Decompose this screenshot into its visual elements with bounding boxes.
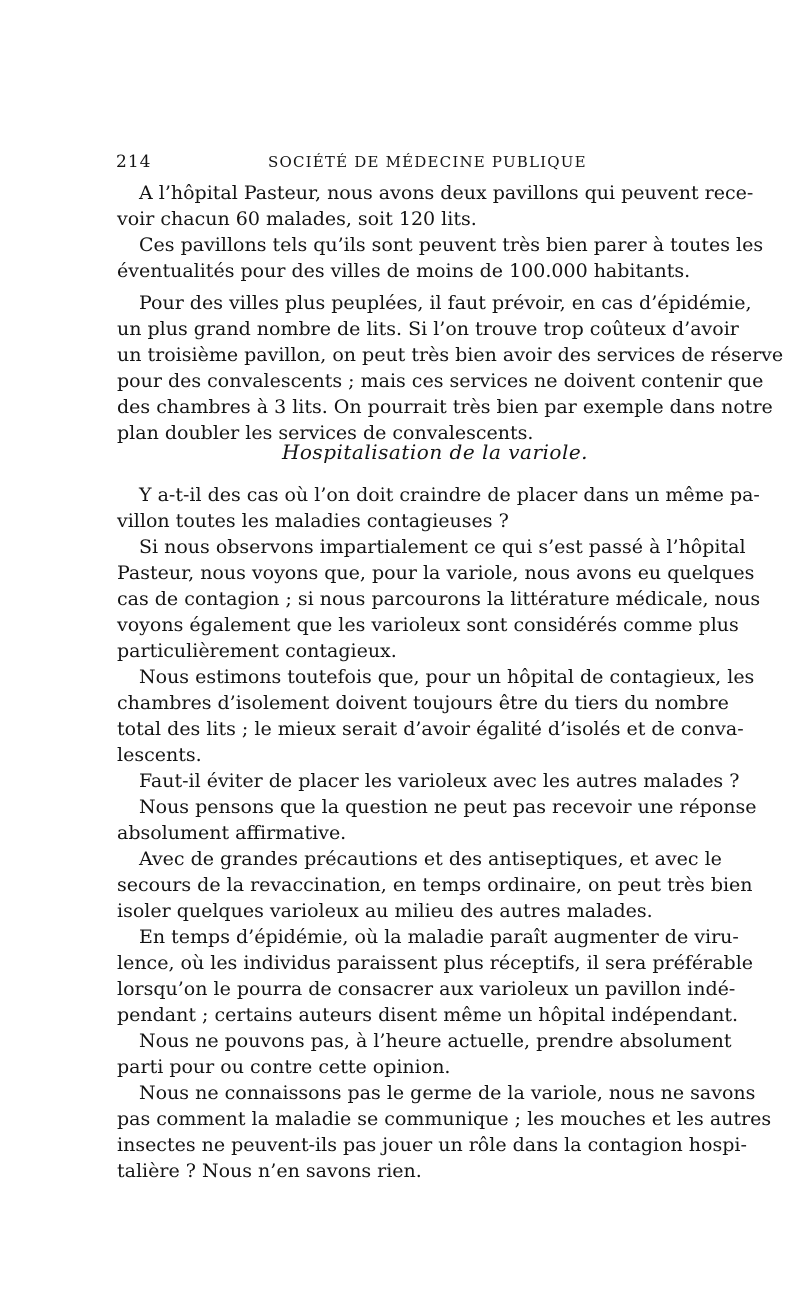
- text-line: voir chacun 60 malades, soit 120 lits.: [117, 208, 477, 230]
- text-line: cas de contagion ; si nous parcourons la littérature médicale, nous: [117, 588, 761, 610]
- section-heading-text: Hospitalisation de la variole.: [281, 440, 589, 464]
- text-line: parti pour ou contre cette opinion.: [117, 1056, 451, 1078]
- running-head: [116, 152, 686, 176]
- text-line: plan doubler les services de convalescents.: [117, 422, 534, 444]
- text-line: un plus grand nombre de lits. Si l’on trouve trop coûteux d’avoir: [117, 318, 739, 340]
- running-title: SOCIÉTÉ DE MÉDECINE PUBLIQUE: [268, 153, 587, 171]
- text-line: lescents.: [117, 744, 202, 766]
- text-line: chambres d’isolement doivent toujours être du tiers du nombre: [117, 692, 729, 714]
- text-line: pour des convalescents ; mais ces services ne doivent contenir que: [117, 370, 764, 392]
- text-line: Pour des villes plus peuplées, il faut prévoir, en cas d’épidémie,: [139, 292, 752, 314]
- text-line: En temps d’épidémie, où la maladie paraît augmenter de viru-: [139, 926, 739, 948]
- paragraph-block-variole: [117, 482, 772, 1184]
- text-line: pendant ; certains auteurs disent même un hôpital indépendant.: [117, 1004, 739, 1026]
- text-line: un troisième pavillon, on peut très bien avoir des services de réserve: [117, 344, 784, 366]
- text-line: Nous ne connaissons pas le germe de la variole, nous ne savons: [139, 1082, 756, 1104]
- page-number: 214: [116, 152, 152, 172]
- section-heading: [0, 440, 800, 464]
- text-line: des chambres à 3 lits. On pourrait très bien par exemple dans notre: [117, 396, 773, 418]
- text-line: Nous ne pouvons pas, à l’heure actuelle, prendre absolument: [139, 1030, 732, 1052]
- text-line: lence, où les individus paraissent plus réceptifs, il sera préférable: [117, 952, 754, 974]
- text-line: Pasteur, nous voyons que, pour la variole, nous avons eu quelques: [117, 562, 755, 584]
- text-line: Y a-t-il des cas où l’on doit craindre de placer dans un même pa-: [139, 484, 760, 506]
- text-line: villon toutes les maladies contagieuses ?: [117, 510, 509, 532]
- paragraph-block-capacity: [117, 180, 784, 446]
- text-line: Faut-il éviter de placer les varioleux avec les autres malades ?: [139, 770, 740, 792]
- text-line: A l’hôpital Pasteur, nous avons deux pavillons qui peuvent rece-: [139, 182, 754, 204]
- text-line: pas comment la maladie se communique ; les mouches et les autres: [117, 1108, 772, 1130]
- text-line: absolument affirmative.: [117, 822, 347, 844]
- text-line: talière ? Nous n’en savons rien.: [117, 1160, 422, 1182]
- text-line: voyons également que les varioleux sont considérés comme plus: [117, 614, 739, 636]
- text-line: Nous estimons toutefois que, pour un hôpital de contagieux, les: [139, 666, 755, 688]
- text-line: Ces pavillons tels qu’ils sont peuvent très bien parer à toutes les: [139, 234, 764, 256]
- text-line: particulièrement contagieux.: [117, 640, 397, 662]
- text-line: Avec de grandes précautions et des antiseptiques, et avec le: [139, 848, 722, 870]
- text-line: éventualités pour des villes de moins de 100.000 habitants.: [117, 260, 691, 282]
- text-line: total des lits ; le mieux serait d’avoir égalité d’isolés et de conva-: [117, 718, 744, 740]
- text-line: secours de la revaccination, en temps ordinaire, on peut très bien: [117, 874, 753, 896]
- text-line: insectes ne peuvent-ils pas jouer un rôle dans la contagion hospi-: [117, 1134, 747, 1156]
- text-line: lorsqu’on le pourra de consacrer aux varioleux un pavillon indé-: [117, 978, 736, 1000]
- text-line: Si nous observons impartialement ce qui s’est passé à l’hôpital: [139, 536, 746, 558]
- text-line: isoler quelques varioleux au milieu des autres malades.: [117, 900, 653, 922]
- text-line: Nous pensons que la question ne peut pas recevoir une réponse: [139, 796, 757, 818]
